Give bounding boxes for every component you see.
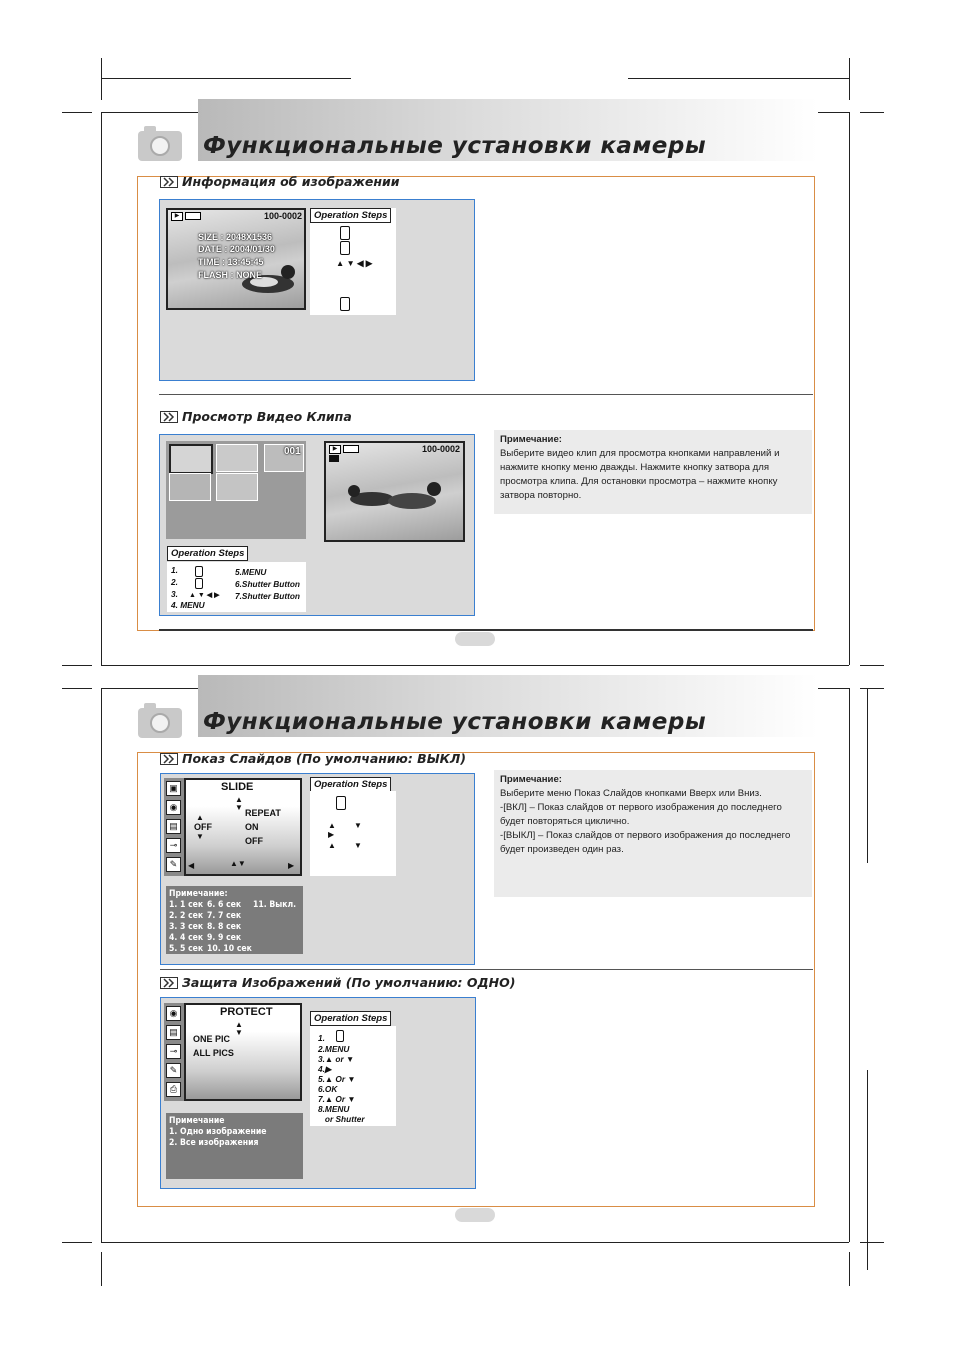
thumbnail [169, 473, 211, 501]
video-clip-icon [329, 455, 339, 462]
osd-time: TIME : 13:45:45 [198, 257, 264, 267]
note-line: -[ВЫКЛ] – Показ слайдов от первого изображения до последнего будет произведен один раз. [500, 830, 791, 855]
section-heading: Показ Слайдов (По умолчанию: ВЫКЛ) [182, 751, 466, 766]
note-body: Выберите видео клип для просмотра кнопками направлений и нажмите кнопку меню дважды. Нажмите кнопку затвора для просмотра клипа. Для остановки просмотра – нажмите кнопку затвора повторно. [500, 448, 780, 501]
crop-mark [860, 1242, 884, 1243]
crop-mark [62, 665, 92, 666]
interval-cell: 4. 4 сек [169, 933, 204, 943]
menu-option: OFF [194, 822, 212, 832]
section-heading: Информация об изображении [182, 174, 400, 189]
step-5: 5.▲ Or ▼ [318, 1074, 356, 1084]
crop-mark [867, 688, 868, 863]
ducks-image [342, 477, 452, 515]
page-title: Функциональные установки камеры [203, 709, 707, 735]
thumb-counter: 001 [284, 446, 301, 457]
left-arrow-icon: ◀ [188, 861, 195, 870]
direction-arrows: ▲ ▼ ◀ ▶ [189, 592, 220, 599]
play-mode-icon: ▶ [171, 212, 183, 221]
interval-note-title: Примечание: [169, 889, 228, 899]
bottom-rule [159, 629, 813, 631]
chevron-right-icon [160, 753, 178, 765]
interval-cell: 7. 7 сек [207, 911, 242, 921]
protect-note-line: 1. Одно изображение [169, 1127, 267, 1137]
note-box [494, 770, 812, 897]
step-2: 2.MENU [318, 1044, 350, 1054]
slideshow-menu-icon: ▤ [166, 1025, 181, 1040]
operation-steps-title: Operation Steps [310, 208, 391, 223]
interval-row [169, 944, 300, 955]
playback-menu-icon: ▣ [166, 781, 181, 796]
page-number-tab [455, 1208, 495, 1222]
crop-mark [867, 1070, 868, 1270]
step-8-alt: or Shutter [318, 1114, 365, 1124]
note-line: -[ВКЛ] – Показ слайдов от первого изображения до последнего будет повторяться циклично. [500, 802, 782, 827]
interval-table [169, 900, 300, 955]
crop-mark [101, 1252, 102, 1286]
thumbnail [216, 444, 258, 472]
interval-cell: 9. 9 сек [207, 933, 242, 943]
camera-icon [138, 131, 182, 161]
menu-option: ON [245, 822, 259, 832]
menu-button-icon [195, 578, 203, 589]
thumbnail [169, 444, 213, 474]
step-8: 8.MENU [318, 1104, 350, 1114]
protect-note-line: 2. Все изображения [169, 1138, 259, 1148]
step-7: 7.▲ Or ▼ [318, 1094, 356, 1104]
interval-cell: 8. 8 сек [207, 922, 242, 932]
interval-cell: 5. 5 сек [169, 944, 204, 954]
up-down-arrow-icon: ▲ ▼ [235, 1020, 243, 1037]
down-arrow-icon: ▼ [196, 832, 204, 841]
down-arrow-icon: ▼ [354, 821, 362, 830]
crop-mark [849, 1252, 850, 1286]
file-number: 100-0002 [264, 211, 303, 221]
osd-flash: FLASH : NONE [198, 270, 262, 280]
crop-mark [101, 78, 351, 79]
interval-cell: 10. 10 сек [207, 944, 252, 954]
camera-menu-icon: ◉ [166, 800, 181, 815]
slideshow-menu-icon: ▤ [166, 819, 181, 834]
page-title: Функциональные установки камеры [203, 133, 707, 159]
key-menu-icon: ⊸ [166, 1044, 181, 1059]
crop-mark [860, 665, 884, 666]
menu-button-icon [340, 226, 350, 240]
page-frame-bottom [101, 665, 849, 666]
step-6: 6.OK [318, 1084, 338, 1094]
interval-cell: 6. 6 сек [207, 900, 242, 910]
menu-button-icon [340, 241, 350, 255]
section-divider [160, 969, 813, 970]
print-menu-icon: ⎙ [166, 1082, 181, 1097]
camera-icon [138, 708, 182, 738]
operation-steps-title: Operation Steps [310, 777, 391, 792]
page-number-tab [455, 632, 495, 646]
menu-title: PROTECT [220, 1006, 273, 1018]
interval-note [166, 886, 303, 954]
camera-lcd-image [166, 208, 306, 310]
section-heading: Защита Изображений (По умолчанию: ОДНО) [182, 975, 516, 990]
menu-title: SLIDE [221, 781, 254, 793]
page-frame-bottom [101, 1242, 849, 1243]
crop-mark [62, 688, 92, 689]
page-frame-right [849, 688, 850, 1242]
step-3: 3.▲ or ▼ [318, 1054, 355, 1064]
menu-option: ALL PICS [193, 1048, 234, 1058]
page-frame-left [101, 112, 102, 665]
osd-size: SIZE : 2048X1536 [198, 232, 273, 242]
interval-cell: 3. 3 сек [169, 922, 204, 932]
right-arrow-icon: ▶ [328, 830, 335, 839]
operation-steps-box [310, 791, 396, 876]
note-line: Выберите меню Показ Слайдов кнопками Вверх или Вниз. [500, 788, 762, 799]
interval-cell: 2. 2 сек [169, 911, 204, 921]
play-mode-icon: ▶ [329, 445, 341, 454]
right-arrow-icon: ▶ [288, 861, 295, 870]
operation-steps-title: Operation Steps [167, 546, 248, 561]
up-down-arrow-icon: ▲ ▼ [235, 795, 243, 812]
interval-row [169, 933, 300, 944]
step-6: 6.Shutter Button [235, 579, 300, 589]
interval-row [169, 911, 300, 922]
chevron-right-icon [160, 977, 178, 989]
note-title: Примечание: [500, 434, 562, 445]
interval-row [169, 900, 300, 911]
crop-mark [860, 112, 884, 113]
up-arrow-icon: ▲ [196, 813, 204, 822]
page-frame-left [101, 688, 102, 1242]
note-title: Примечание: [500, 774, 562, 785]
camera-menu-icon: ◉ [166, 1006, 181, 1021]
step-4: 4. MENU [171, 600, 205, 610]
key-menu-icon: ⊸ [166, 838, 181, 853]
interval-row [169, 922, 300, 933]
chevron-right-icon [160, 176, 178, 188]
battery-icon [185, 212, 201, 220]
battery-icon [343, 445, 359, 453]
menu-option: OFF [245, 836, 263, 846]
protect-note-title: Примечание [169, 1116, 225, 1126]
section-heading: Просмотр Видео Клипа [182, 409, 352, 424]
direction-arrows: ▲ ▼ ◀ ▶ [336, 258, 373, 268]
down-arrow-icon: ▼ [354, 841, 362, 850]
settings-menu-icon: ✎ [166, 1063, 181, 1078]
crop-mark [849, 58, 850, 100]
section-divider [159, 394, 813, 395]
step-4: 4.▶ [318, 1064, 332, 1074]
crop-mark [62, 112, 92, 113]
step-2: 2. [171, 577, 178, 587]
step-3: 3. [171, 589, 178, 599]
step-7: 7.Shutter Button [235, 591, 300, 601]
file-number: 100-0002 [422, 444, 461, 454]
thumbnail [216, 473, 258, 501]
protect-note [166, 1113, 303, 1179]
thumbnail-screen [166, 441, 306, 539]
step-1: 1. [171, 565, 178, 575]
menu-button-icon [195, 566, 203, 577]
crop-mark [101, 58, 102, 100]
up-arrow-icon: ▲ [328, 841, 336, 850]
interval-cell: 1. 1 сек [169, 900, 204, 910]
settings-menu-icon: ✎ [166, 857, 181, 872]
crop-mark [628, 78, 849, 79]
chevron-right-icon [160, 411, 178, 423]
note-box [494, 430, 812, 514]
menu-button-icon [336, 796, 346, 810]
up-arrow-icon: ▲ [328, 821, 336, 830]
crop-mark [62, 1242, 92, 1243]
osd-date: DATE : 2004/01/30 [198, 244, 275, 254]
operation-steps-title: Operation Steps [310, 1011, 391, 1026]
video-lcd-image [324, 441, 465, 542]
menu-button-icon [336, 1030, 344, 1042]
menu-option: ONE PIC [193, 1034, 231, 1044]
up-down-arrow-icon: ▲▼ [230, 859, 246, 868]
interval-cell: 11. Выкл. [253, 900, 297, 910]
shutter-button-icon [340, 297, 350, 311]
crop-mark [860, 688, 884, 689]
menu-option: REPEAT [245, 808, 281, 818]
step-5: 5.MENU [235, 567, 267, 577]
page-frame-right [849, 112, 850, 665]
step-1: 1. [318, 1033, 325, 1043]
